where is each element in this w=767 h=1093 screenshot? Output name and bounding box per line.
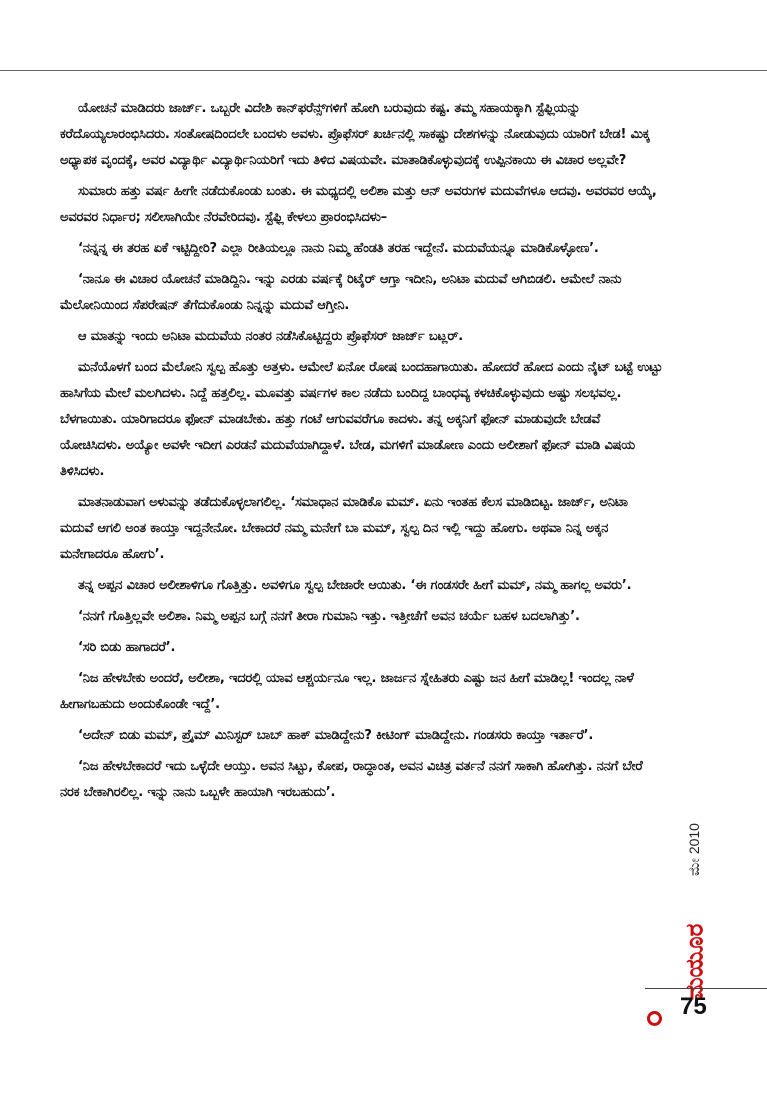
circle-icon: [647, 1011, 662, 1026]
paragraph-10: ‘ಸರಿ ಬಿಡು ಹಾಗಾದರೆ’.: [78, 640, 176, 655]
paragraph-8: ತನ್ನ ಅಪ್ಪನ ವಿಚಾರ ಅಲೀಶಾಳಿಗೂ ಗೊತ್ತಿತ್ತು. ಅವಳಿಗೂ ಸ್ವಲ್ಪ ಬೇಜಾರೇ ಆಯಿತು. ‘ಈ ಗಂಡಸರೇ ಹೀಗೆ ಮಮ್, ನಮ್ಮ ಹಾಗಲ್ಲ ಅವರು’.: [78, 578, 632, 593]
page-number: 75: [680, 993, 707, 1020]
paragraph-2: ಸುಮಾರು ಹತ್ತು ವರ್ಷ ಹೀಗೇ ನಡೆದುಕೊಂಡು ಬಂತು. ಈ ಮಧ್ಯದಲ್ಲಿ ಅಲಿಶಾ ಮತ್ತು ಆನ್ ಅವರುಗಳ ಮದುವೆಗಳೂ ಆದವು. ಅವರವರ ಆಯ್ಕೆ, ಅವರವರ ನಿರ್ಧಾರ; ಸಲೀಸಾಗಿಯೇ ನೆರವೇರಿದವು. ಸ್ಟೆಫ್ಲಿ ಕೇಳಲು ಪ್ರಾರಂಭಿಸಿದಳು–: [60, 184, 657, 225]
paragraph-9: ‘ನನಗೆ ಗೊತ್ತಿಲ್ಲವೇ ಅಲಿಶಾ. ನಿಮ್ಮ ಅಪ್ಪನ ಬಗ್ಗೆ ನನಗೆ ತೀರಾ ಗುಮಾನಿ ಇತ್ತು. ಇತ್ತೀಚೆಗೆ ಅವನ ಚರ್ಯೆ ಬಹಳ ಬದಲಾಗಿತ್ತು’.: [78, 609, 580, 624]
article-body: [60, 96, 664, 811]
magazine-logo-text: ಮಯೂರ: [680, 923, 709, 1001]
issue-date-text: ಮೇ 2010: [685, 823, 702, 876]
top-divider: [0, 70, 767, 71]
paragraph-3: ‘ನನ್ನನ್ನ ಈ ತರಹ ಏಕೆ ಇಟ್ಟಿದ್ದೀರಿ? ಎಲ್ಲಾ ರೀತಿಯಲ್ಲೂ ನಾನು ನಿಮ್ಮ ಹೆಂಡತಿ ತರಹ ಇದ್ದೇನೆ. ಮದುವೆಯನ್ನೂ ಮಾಡಿಕೊಳ್ಳೋಣ’.: [78, 241, 599, 256]
paragraph-7: ಮಾತನಾಡುವಾಗ ಅಳುವನ್ನು ತಡೆದುಕೊಳ್ಳಲಾಗಲಿಲ್ಲ. ‘ಸಮಾಧಾನ ಮಾಡಿಕೊ ಮಮ್. ಏನು ಇಂತಹ ಕೆಲಸ ಮಾಡಿಬಿಟ್ಟ. ಜಾರ್ಜ್, ಅನಿಟಾ ಮದುವೆ ಆಗಲಿ ಅಂತ ಕಾಯ್ತಾ ಇದ್ದನೇನೋ. ಬೇಕಾದರೆ ನಮ್ಮ ಮನೇಗೆ ಬಾ ಮಮ್, ಸ್ವಲ್ಪ ದಿನ ಇಲ್ಲಿ ಇದ್ದು ಹೋಗು. ಅಥವಾ ನಿನ್ನ ಅಕ್ಕನ ಮನೇಗಾದರೂ ಹೋಗು’.: [60, 495, 628, 562]
issue-date: [678, 802, 710, 897]
paragraph-12: ‘ಅದೇನ್ ಬಿಡು ಮಮ್, ಪ್ರೈಮ್ ಮಿನಿಸ್ಟರ್ ಬಾಬ್ ಹಾಕ್ ಮಾಡಿದ್ದೇನು? ಕೀಟಿಂಗ್ ಮಾಡಿದ್ದೇನು. ಗಂಡಸರು ಕಾಯ್ತಾ ಇರ್ತಾರೆ’.: [78, 728, 594, 743]
paragraph-13: ‘ನಿಜ ಹೇಳಬೇಕಾದರೆ ಇದು ಒಳ್ಳೆದೇ ಆಯ್ತು. ಅವನ ಸಿಟ್ಟು, ಕೋಪ, ರಾದ್ಧಾಂತ, ಅವನ ವಿಚಿತ್ರ ವರ್ತನೆ ನನಗೆ ಸಾಕಾಗಿ ಹೋಗಿತ್ತು. ನನಗೆ ಬೇರೆ ನರಕ ಬೇಕಾಗಿರಲಿಲ್ಲ. ಇನ್ನು ನಾನು ಒಬ್ಬಳೇ ಹಾಯಾಗಿ ಇರಬಹುದು’.: [60, 759, 643, 800]
paragraph-1: ಯೋಚನೆ ಮಾಡಿದರು ಜಾರ್ಜ್. ಒಬ್ಬರೇ ವಿದೇಶಿ ಕಾನ್‌ಫರೆನ್ಸ್‌ಗಳಿಗೆ ಹೋಗಿ ಬರುವುದು ಕಷ್ಟ. ತಮ್ಮ ಸಹಾಯಕ್ಕಾಗಿ ಸ್ಟೆಫ್ಲಿಯನ್ನು ಕರೆದೊಯ್ಯಲಾರಂಭಿಸಿದರು. ಸಂತೋಷದಿಂದಲೇ ಬಂದಳು ಅವಳು. ಪ್ರೊಫೆಸರ್ ಖರ್ಚಿನಲ್ಲಿ ಸಾಕಷ್ಟು ದೇಶಗಳನ್ನು ನೋಡುವುದು ಯಾರಿಗೆ ಬೇಡ! ಮಿಕ್ಕ ಅಧ್ಯಾಪಕ ವೃಂದಕ್ಕೆ, ಅವರ ವಿದ್ಯಾರ್ಥಿ ವಿದ್ಯಾರ್ಥಿನಿಯರಿಗೆ ಇದು ತಿಳಿದ ವಿಷಯವೇ. ಮಾತಾಡಿಕೊಳ್ಳುವುದಕ್ಕೆ ಉಪ್ಪಿನಕಾಯಿ ಈ ವಿಚಾರ ಅಲ್ಲವೇ?: [60, 101, 650, 168]
paragraph-6: ಮನೆಯೊಳಗೆ ಬಂದ ಮೆಲೋನಿ ಸ್ವಲ್ಪ ಹೊತ್ತು ಅತ್ತಳು. ಆಮೇಲೆ ಏನೋ ರೋಷ ಬಂದಹಾಗಾಯಿತು. ಹೋದರೆ ಹೋದ ಎಂದು ನೈಟ್ ಬಟ್ಟೆ ಉಟ್ಟು ಹಾಸಿಗೆಯ ಮೇಲೆ ಮಲಗಿದಳು. ನಿದ್ದೆ ಹತ್ತಲಿಲ್ಲ. ಮೂವತ್ತು ವರ್ಷಗಳ ಕಾಲ ನಡೆದು ಬಂದಿದ್ದ ಬಾಂಧವ್ಯ ಕಳಚಿಕೊಳ್ಳುವುದು ಅಷ್ಟು ಸಲಭವಲ್ಲ. ಬೆಳಗಾಯಿತು. ಯಾರಿಗಾದರೂ ಫೋನ್ ಮಾಡಬೇಕು. ಹತ್ತು ಗಂಟೆ ಆಗುವವರೆಗೂ ಕಾದಳು. ತನ್ನ ಅಕ್ಕನಿಗೆ ಫೋನ್ ಮಾಡುವುದೇ ಬೇಡವೆ ಯೋಚಿಸಿದಳು. ಅಯ್ಯೋ ಅವಳೇ ಇದೀಗ ಎರಡನೆ ಮದುವೆಯಾಗಿದ್ದಾಳೆ. ಬೇಡ, ಮಗಳಿಗೆ ಮಾಡೋಣ ಎಂದು ಅಲೀಶಾಗೆ ಫೋನ್ ಮಾಡಿ ವಿಷಯ ತಿಳಿಸಿದಳು.: [60, 360, 663, 479]
footer-divider: [645, 988, 767, 989]
paragraph-5: ಆ ಮಾತನ್ನು ಇಂದು ಅನಿಟಾ ಮದುವೆಯ ನಂತರ ನಡೆಸಿಕೊಟ್ಟಿದ್ದರು ಪ್ರೊಫೆಸರ್ ಜಾರ್ಜ್ ಬಟ್ಲರ್.: [78, 329, 463, 344]
paragraph-11: ‘ನಿಜ ಹೇಳಬೇಕು ಅಂದರೆ, ಅಲೀಶಾ, ಇದರಲ್ಲಿ ಯಾವ ಆಶ್ಚರ್ಯನೂ ಇಲ್ಲ. ಜಾರ್ಜನ ಸ್ನೇಹಿತರು ಎಷ್ಟು ಜನ ಹೀಗೆ ಮಾಡಿಲ್ಲ! ಇಂದಲ್ಲ ನಾಳೆ ಹೀಗಾಗಬಹುದು ಅಂದುಕೊಂಡೇ ಇದ್ದೆ’.: [60, 671, 634, 712]
paragraph-4: ‘ನಾನೂ ಈ ವಿಚಾರ ಯೋಚನೆ ಮಾಡಿದ್ದಿನಿ. ಇನ್ನು ಎರಡು ವರ್ಷಕ್ಕೆ ರಿಟೈರ್ ಆಗ್ತಾ ಇದೀನಿ, ಅನಿಟಾ ಮದುವೆ ಆಗಿಬಿಡಲಿ. ಆಮೇಲೆ ನಾನು ಮೆಲೋನಿಯಿಂದ ಸೆಪರೇಷನ್ ತೆಗೆದುಕೊಂಡು ನಿನ್ನನ್ನು ಮದುವೆ ಆಗ್ತೀನಿ.: [60, 272, 622, 313]
